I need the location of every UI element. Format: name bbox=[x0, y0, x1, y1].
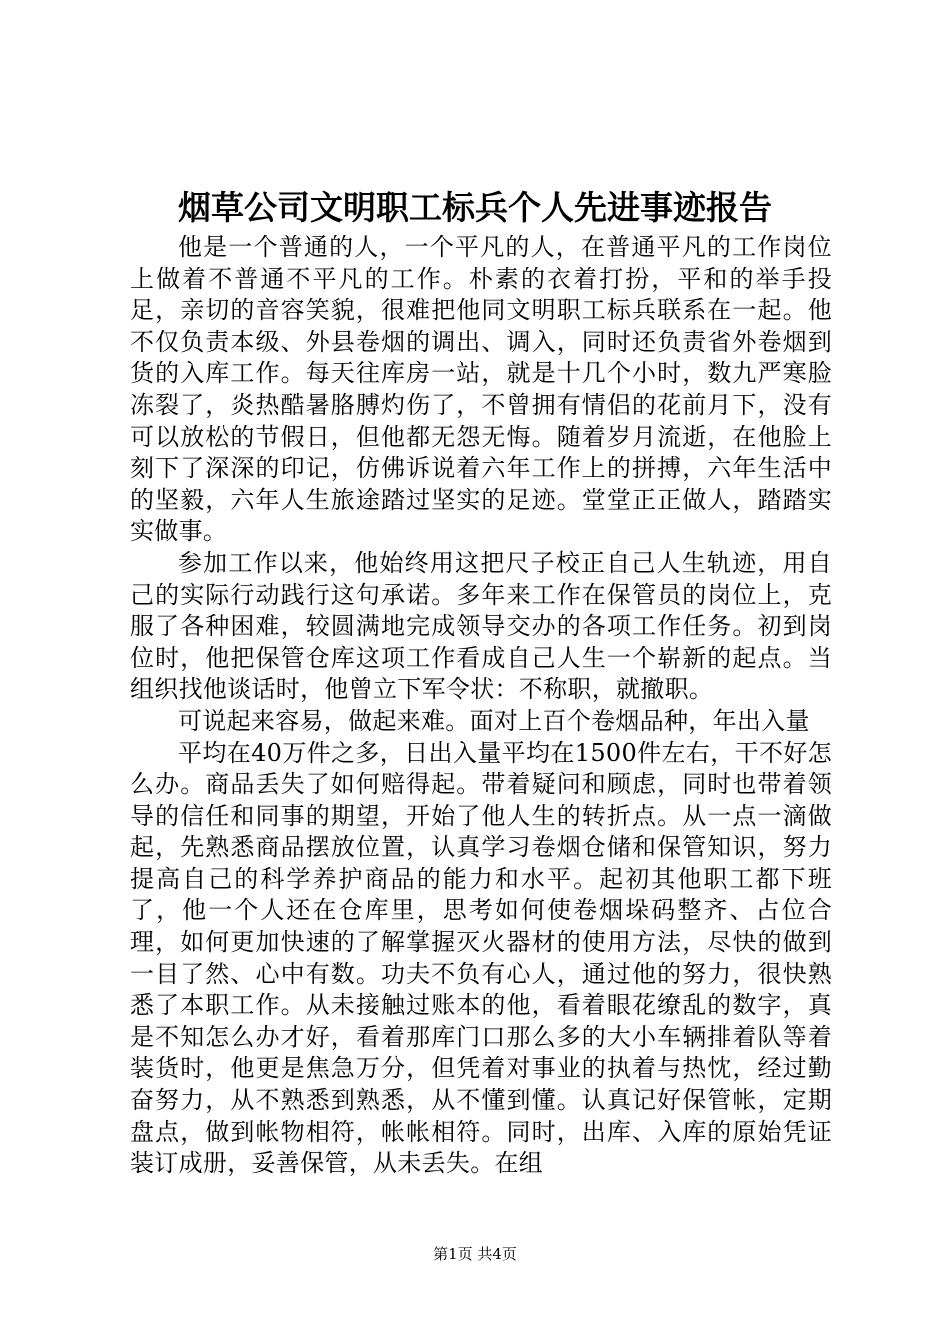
paragraph-4: 平均在40万件之多，日出入量平均在1500件左右，干不好怎么办。商品丢失了如何赔得起。带着疑问和顾虑，同时也带着领导的信任和同事的期望，开始了他人生的转折点。从一点一滴做起，先熟悉商品摆放位置，认真学习卷烟仓储和保管知识，努力提高自己的科学养护商品的能力和水平。起初其他职工都下班了，他一个人还在仓库里，思考如何使卷烟垛码整齐、占位合理，如何更加快速的了解掌握灭火器材的使用方法，尽快的做到一目了然、心中有数。功夫不负有心人，通过他的努力，很快熟悉了本职工作。从未接触过账本的他，看着眼花缭乱的数字，真是不知怎么办才好，看着那库门口那么多的大小车辆排着队等着装货时，他更是焦急万分，但凭着对事业的执着与热忱，经过勤奋努力，从不熟悉到熟悉，从不懂到懂。认真记好保管帐，定期盘点，做到帐物相符，帐帐相符。同时，出库、入库的原始凭证装订成册，妥善保管，从未丢失。在组 bbox=[130, 738, 832, 1178]
paragraph-3: 可说起来容易，做起来难。面对上百个卷烟品种，年出入量 bbox=[178, 706, 810, 735]
page-number-footer: 第1页 共4页 bbox=[433, 1245, 517, 1263]
paragraph-1: 他是一个普通的人，一个平凡的人，在普通平凡的工作岗位上做着不普通不平凡的工作。朴素的衣着打扮，平和的举手投足，亲切的音容笑貌，很难把他同文明职工标兵联系在一起。他不仅负责本级、外县卷烟的调出、调入，同时还负责省外卷烟到货的入库工作。每天往库房一站，就是十几个小时，数九严寒脸冻裂了，炎热酷暑胳膊灼伤了，不曾拥有情侣的花前月下，没有可以放松的节假日，但他都无怨无悔。随着岁月流逝，在他脸上刻下了深深的印记，仿佛诉说着六年工作上的拼搏，六年生活中的坚毅，六年人生旅途踏过坚实的足迹。堂堂正正做人，踏踏实实做事。 bbox=[130, 233, 832, 546]
document-body bbox=[130, 232, 832, 1180]
document-title: 烟草公司文明职工标兵个人先进事迹报告 bbox=[178, 188, 772, 227]
paragraph-2: 参加工作以来，他始终用这把尺子校正自己人生轨迹，用自己的实际行动践行这句承诺。多年来工作在保管员的岗位上，克服了各种困难，较圆满地完成领导交办的各项工作任务。初到岗位时，他把保管仓库这项工作看成自己人生一个崭新的起点。当组织找他谈话时，他曾立下军令状：不称职，就撤职。 bbox=[130, 548, 832, 704]
